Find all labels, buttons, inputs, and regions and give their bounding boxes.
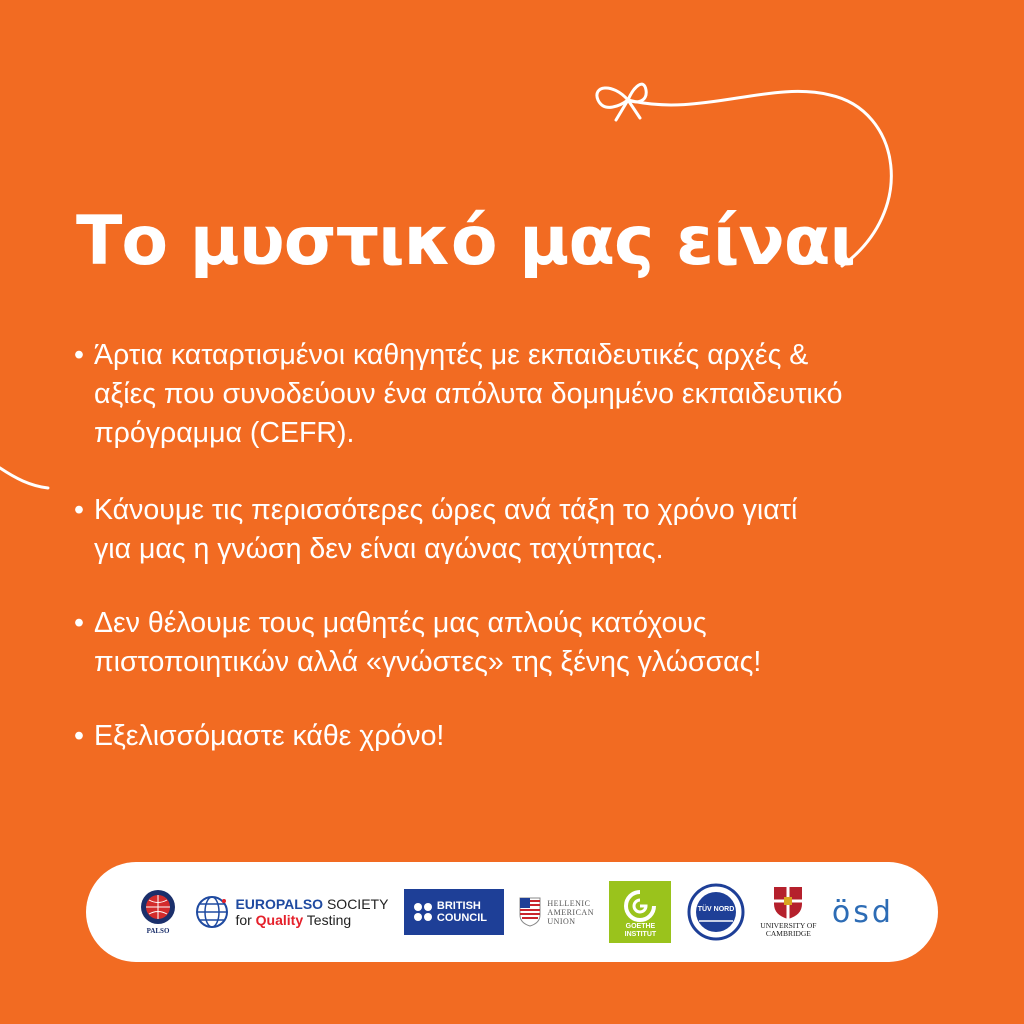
hau-line3: UNION	[547, 916, 576, 926]
europalso-society: SOCIETY	[326, 896, 389, 912]
flag-crest-icon	[519, 897, 541, 927]
bullet-list	[74, 336, 974, 791]
hau-line2: AMERICAN	[547, 907, 594, 917]
cambridge-crest-icon	[773, 886, 803, 920]
british-council-dots-icon	[414, 903, 432, 921]
palso-logo	[136, 889, 180, 935]
goethe-line1: GOETHE	[625, 923, 656, 930]
bullet-line: Εξελισσόμαστε κάθε χρόνο!	[94, 720, 445, 752]
cambridge-line2: CAMBRIDGE	[765, 929, 811, 938]
bullet-marker: •	[74, 494, 84, 526]
british-council-logo	[404, 889, 504, 935]
seal-icon	[687, 883, 745, 941]
hau-line1: HELLENIC	[547, 898, 591, 908]
list-item	[74, 717, 974, 756]
goethe-institut-logo	[609, 881, 671, 943]
bullet-marker: •	[74, 607, 84, 639]
goethe-circle-icon	[623, 889, 657, 923]
osd-logo	[832, 895, 894, 930]
bullet-line: για μας η γνώση δεν είναι αγώνας ταχύτητας.	[94, 533, 664, 565]
bullet-marker: •	[74, 720, 84, 752]
europalso-name: EUROPALSO	[235, 896, 324, 912]
bow-knot-icon	[597, 84, 646, 120]
bullet-marker: •	[74, 339, 84, 371]
europalso-testing: Testing	[306, 912, 352, 928]
tuv-label: TÜV NORD	[697, 906, 735, 913]
tuv-certification-logo	[687, 883, 745, 941]
british-council-line2: COUNCIL	[436, 912, 487, 924]
europalso-for: for	[235, 912, 252, 928]
palso-label: PALSO	[146, 927, 170, 935]
list-item	[74, 336, 974, 453]
list-item	[74, 491, 974, 569]
bullet-line: Κάνουμε τις περισσότερες ώρες ανά τάξη το χρόνο γιατί	[94, 494, 798, 526]
bullet-line: Δεν θέλουμε τους μαθητές μας απλούς κατόχους	[94, 607, 707, 639]
bullet-line: πιστοποιητικών αλλά «γνώστες» της ξένης γλώσσας!	[94, 646, 762, 678]
goethe-line2: INSTITUT	[624, 931, 657, 938]
europalso-logo	[195, 895, 388, 929]
europalso-quality: Quality	[255, 912, 304, 928]
hellenic-american-union-logo	[519, 897, 594, 927]
bullet-line: αξίες που συνοδεύουν ένα απόλυτα δομημένο εκπαιδευτικό	[94, 378, 843, 410]
globe-icon	[195, 895, 229, 929]
bullet-line: πρόγραμμα (CEFR).	[94, 417, 355, 449]
osd-label: ösd	[831, 894, 894, 930]
cambridge-logo	[760, 886, 816, 939]
british-council-line1: BRITISH	[436, 900, 481, 912]
cambridge-line1: UNIVERSITY OF	[760, 920, 817, 930]
page-title: Το μυστικό μας είναι	[76, 202, 855, 281]
bullet-line: Άρτια καταρτισμένοι καθηγητές με εκπαιδευτικές αρχές &	[94, 339, 809, 371]
partner-logo-bar	[86, 862, 938, 962]
globe-icon	[136, 889, 180, 929]
list-item	[74, 604, 974, 682]
